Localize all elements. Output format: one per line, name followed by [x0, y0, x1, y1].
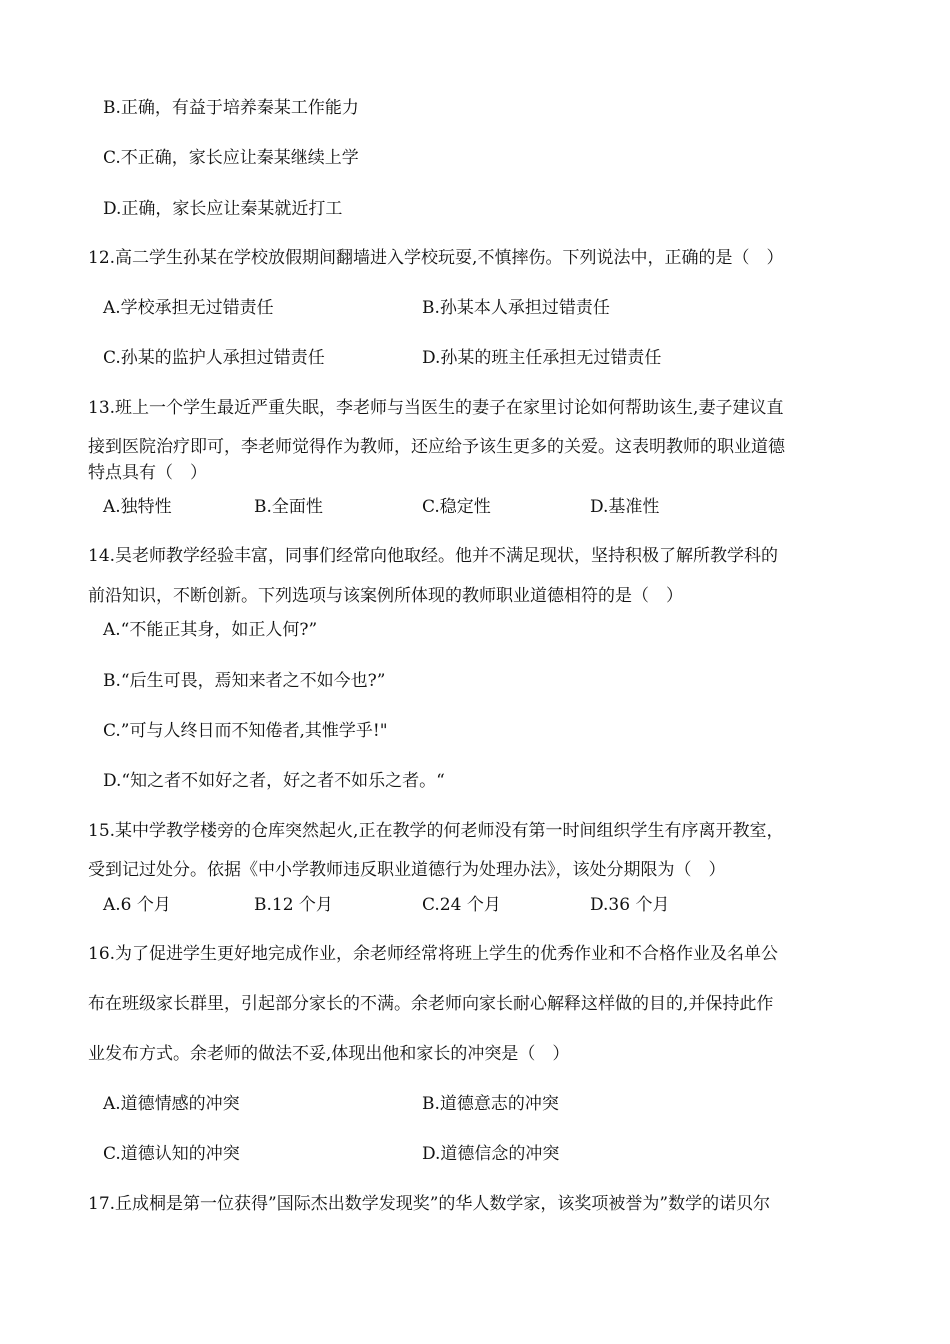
q12-option-b: B.孙某本人承担过错责任: [422, 298, 610, 318]
q12-stem: 12.高二学生孙某在学校放假期间翻墙进入学校玩耍,不慎摔伤。下列说法中，正确的是（ ）: [88, 248, 784, 268]
q11-option-d: D.正确，家长应让秦某就近打工: [103, 199, 343, 219]
q14-option-d: D.“知之者不如好之者，好之者不如乐之者。“: [103, 771, 445, 791]
q14-stem-line-1: 14.吴老师教学经验丰富，同事们经常向他取经。他并不满足现状，坚持积极了解所教学科的: [88, 546, 779, 566]
q15-stem-line-2: 受到记过处分。依据《中小学教师违反职业道德行为处理办法》，该处分期限为（ ）: [88, 860, 726, 880]
q13-option-b: B.全面性: [254, 497, 323, 517]
q13-stem-line-1: 13.班上一个学生最近严重失眠，李老师与当医生的妻子在家里讨论如何帮助该生,妻子建议直: [88, 398, 784, 418]
q16-stem-line-2: 布在班级家长群里，引起部分家长的不满。余老师向家长耐心解释这样做的目的,并保持此作: [88, 994, 774, 1014]
q14-option-a: A.“不能正其身，如正人何?”: [103, 620, 318, 640]
q11-option-b: B.正确，有益于培养秦某工作能力: [103, 98, 359, 118]
q13-stem-line-3: 特点具有（ ）: [88, 463, 207, 483]
q12-option-d: D.孙某的班主任承担无过错责任: [422, 348, 662, 368]
q16-option-a: A.道德情感的冲突: [103, 1094, 240, 1114]
q16-option-b: B.道德意志的冲突: [422, 1094, 559, 1114]
q12-option-a: A.学校承担无过错责任: [103, 298, 274, 318]
q15-stem-line-1: 15.某中学教学楼旁的仓库突然起火,正在教学的何老师没有第一时间组织学生有序离开教室，: [88, 821, 784, 841]
q14-option-c: C.”可与人终日而不知倦者,其惟学乎!": [103, 721, 388, 741]
q13-stem-line-2: 接到医院治疗即可，李老师觉得作为教师，还应给予该生更多的关爱。这表明教师的职业道德: [88, 437, 785, 457]
q16-stem-line-1: 16.为了促进学生更好地完成作业，余老师经常将班上学生的优秀作业和不合格作业及名单公: [88, 944, 779, 964]
q13-option-c: C.稳定性: [422, 497, 491, 517]
q14-option-b: B.“后生可畏，焉知来者之不如今也?”: [103, 671, 386, 691]
q15-option-b: B.12 个月: [254, 895, 333, 915]
q16-option-c: C.道德认知的冲突: [103, 1144, 240, 1164]
q14-stem-line-2: 前沿知识，不断创新。下列选项与该案例所体现的教师职业道德相符的是（ ）: [88, 586, 683, 606]
q16-stem-line-3: 业发布方式。余老师的做法不妥,体现出他和家长的冲突是（ ）: [88, 1044, 570, 1064]
q13-option-d: D.基准性: [590, 497, 660, 517]
q16-option-d: D.道德信念的冲突: [422, 1144, 560, 1164]
q15-option-a: A.6 个月: [103, 895, 171, 915]
q17-stem-line-1: 17.丘成桐是第一位获得”国际杰出数学发现奖”的华人数学家，该奖项被誉为”数学的诺贝尔: [88, 1194, 771, 1214]
q11-option-c: C.不正确，家长应让秦某继续上学: [103, 148, 359, 168]
q13-option-a: A.独特性: [103, 497, 172, 517]
q15-option-c: C.24 个月: [422, 895, 501, 915]
q12-option-c: C.孙某的监护人承担过错责任: [103, 348, 325, 368]
q15-option-d: D.36 个月: [590, 895, 670, 915]
